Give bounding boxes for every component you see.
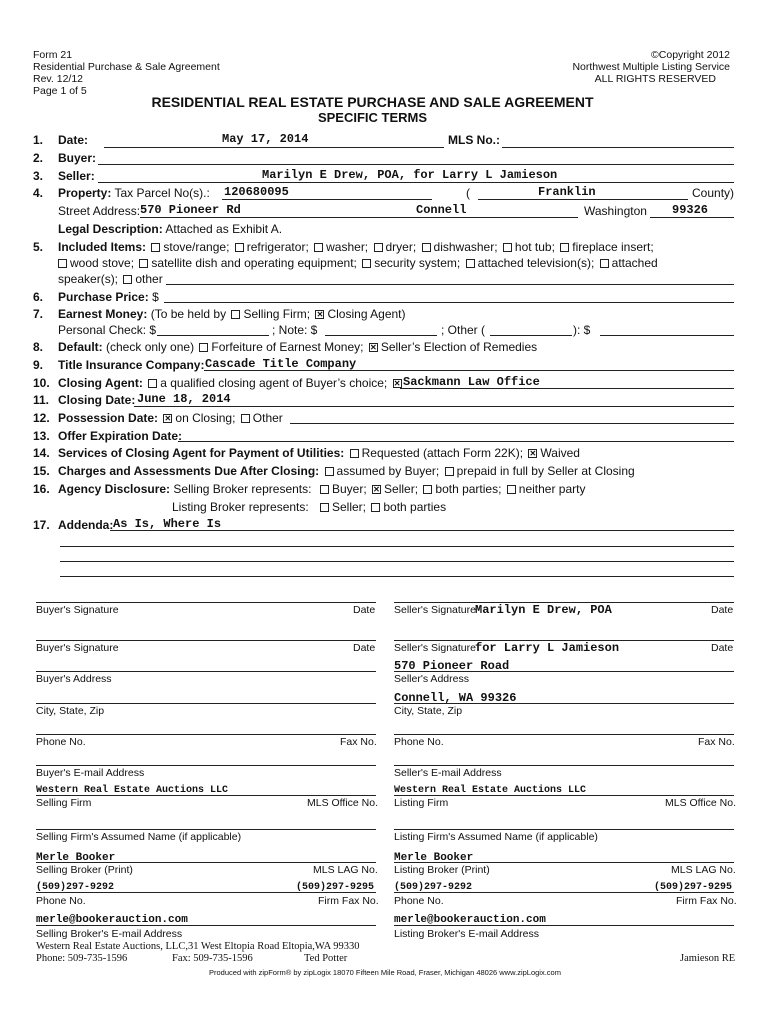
legal-description: Legal Description: Attached as Exhibit A. bbox=[58, 222, 283, 236]
footer-document-name: Jamieson RE bbox=[680, 953, 736, 964]
selling-firm-value[interactable]: Western Real Estate Auctions LLC bbox=[36, 785, 229, 796]
tax-parcel-value[interactable]: 120680095 bbox=[224, 185, 289, 199]
seller-city-label: City, State, Zip bbox=[394, 705, 463, 717]
purchase-price-line[interactable] bbox=[164, 302, 734, 303]
listing-phone-value[interactable]: (509)297-9292 bbox=[394, 882, 473, 893]
county-label: County) bbox=[692, 186, 735, 200]
listing-broker-rep-label: Listing Broker represents: bbox=[172, 500, 309, 514]
buyer-sig-line-1[interactable] bbox=[36, 602, 376, 603]
term-purchase-price: 6. Purchase Price: $ bbox=[33, 290, 159, 304]
listing-assumed-label: Listing Firm's Assumed Name (if applicable) bbox=[394, 831, 598, 843]
date-value[interactable]: May 17, 2014 bbox=[222, 132, 309, 146]
security-system-checkbox[interactable] bbox=[362, 259, 371, 268]
selling-broker-line[interactable] bbox=[36, 862, 376, 863]
dishwasher-checkbox[interactable] bbox=[422, 243, 431, 252]
closing-date-value[interactable]: June 18, 2014 bbox=[137, 392, 231, 406]
listing-fax-value[interactable]: (509)297-9295 bbox=[654, 882, 733, 893]
term-offer-expiration: 13. Offer Expiration Date: bbox=[33, 429, 183, 443]
listing-seller-checkbox[interactable] bbox=[320, 503, 329, 512]
buyer-city-line[interactable] bbox=[36, 703, 376, 704]
buyer-fax-label: Fax No. bbox=[340, 736, 377, 748]
copyright: ©Copyright 2012 bbox=[651, 49, 730, 61]
listing-firm-fax-label: Firm Fax No. bbox=[676, 895, 737, 907]
listing-assumed-line[interactable] bbox=[394, 829, 734, 830]
org-name: Northwest Multiple Listing Service bbox=[572, 61, 730, 73]
term-seller: 3. Seller: bbox=[33, 169, 95, 183]
other-items-line[interactable] bbox=[166, 284, 734, 285]
selling-mls-office-label: MLS Office No. bbox=[307, 797, 378, 809]
other-end: ): $ bbox=[573, 323, 591, 337]
buyer-date-label-2: Date bbox=[353, 642, 376, 654]
mls-label: MLS No.: bbox=[448, 133, 500, 147]
seller-phone-label: Phone No. bbox=[394, 736, 444, 748]
selling-assumed-line[interactable] bbox=[36, 829, 376, 830]
state-label: Washington bbox=[584, 204, 647, 218]
seller-email-line[interactable] bbox=[394, 765, 734, 766]
addenda-line-2[interactable] bbox=[60, 546, 734, 547]
selling-phone-label: Phone No. bbox=[36, 895, 86, 907]
listing-broker-options: Seller; both parties bbox=[318, 500, 446, 514]
street-line[interactable] bbox=[140, 217, 578, 218]
buyer-signature-label-2: Buyer's Signature bbox=[36, 642, 119, 654]
mls-field-line[interactable] bbox=[502, 147, 734, 148]
term-default: 8. Default: (check only one) Forfeiture of Earnest Money; ✕ Seller’s Election of Remedies bbox=[33, 340, 537, 354]
listing-phone-label: Phone No. bbox=[394, 895, 444, 907]
selling-firm-line[interactable] bbox=[36, 795, 376, 796]
seller-address-line[interactable] bbox=[394, 671, 734, 672]
other-label: ; Other ( bbox=[441, 323, 486, 337]
seller-signature-value-1[interactable]: Marilyn E Drew, POA bbox=[475, 603, 612, 617]
selling-phone-value[interactable]: (509)297-9292 bbox=[36, 882, 115, 893]
term-addenda: 17. Addenda: bbox=[33, 518, 114, 532]
form-header-right bbox=[572, 49, 730, 85]
date-field-line[interactable] bbox=[104, 147, 444, 148]
seller-field-line[interactable] bbox=[98, 182, 734, 183]
attached-tv-checkbox[interactable] bbox=[466, 259, 475, 268]
listing-firm-label: Listing Firm bbox=[394, 797, 449, 809]
city-value[interactable]: Connell bbox=[416, 203, 467, 217]
term-agency-disclosure: 16. Agency Disclosure: Selling Broker represents: bbox=[33, 482, 312, 496]
seller-email-label: Seller's E-mail Address bbox=[394, 767, 502, 779]
form-header-left bbox=[33, 49, 220, 97]
buyer-date-label-1: Date bbox=[353, 604, 376, 616]
listing-mls-lag-label: MLS LAG No. bbox=[671, 864, 736, 876]
addenda-line-4[interactable] bbox=[60, 576, 734, 577]
footer-firm-line: Western Real Estate Auctions, LLC,31 West Eltopia Road Eltopia,WA 99330 bbox=[36, 941, 360, 952]
listing-broker-label: Listing Broker (Print) bbox=[394, 864, 490, 876]
assumed-by-buyer-checkbox[interactable] bbox=[325, 467, 334, 476]
personal-check-line[interactable] bbox=[157, 335, 269, 336]
other-amount-line[interactable] bbox=[600, 335, 734, 336]
listing-email-label: Listing Broker's E-mail Address bbox=[394, 928, 539, 940]
county-line[interactable] bbox=[478, 199, 688, 200]
listing-phone-line[interactable] bbox=[394, 892, 734, 893]
addenda-line-1[interactable] bbox=[110, 530, 734, 531]
seller-signature-label-1: Seller's Signature bbox=[394, 604, 476, 616]
seller-value[interactable]: Marilyn E Drew, POA, for Larry L Jamieson bbox=[262, 168, 558, 182]
selling-fax-value[interactable]: (509)297-9295 bbox=[296, 882, 375, 893]
agency-seller-checkbox[interactable] bbox=[372, 485, 381, 494]
street-value[interactable]: 570 Pioneer Rd bbox=[140, 203, 241, 217]
stove-checkbox[interactable] bbox=[151, 243, 160, 252]
selling-assumed-label: Selling Firm's Assumed Name (if applicable) bbox=[36, 831, 242, 843]
note-line[interactable] bbox=[325, 335, 437, 336]
listing-email-line[interactable] bbox=[394, 925, 734, 926]
listing-both-checkbox[interactable] bbox=[371, 503, 380, 512]
possession-other-line[interactable] bbox=[290, 423, 734, 424]
seller-signature-label-2: Seller's Signature bbox=[394, 642, 476, 654]
selling-broker-label: Selling Broker (Print) bbox=[36, 864, 133, 876]
attached-speakers-checkbox[interactable] bbox=[600, 259, 609, 268]
buyer-email-label: Buyer's E-mail Address bbox=[36, 767, 145, 779]
buyer-city-label: City, State, Zip bbox=[36, 705, 105, 717]
term-possession-date: 12. Possession Date: ✕ on Closing; Other bbox=[33, 411, 283, 425]
seller-city-value[interactable]: Connell, WA 99326 bbox=[394, 691, 517, 705]
listing-mls-office-label: MLS Office No. bbox=[665, 797, 736, 809]
buyer-sig-line-2[interactable] bbox=[36, 640, 376, 641]
listing-email-value[interactable]: merle@bookerauction.com bbox=[394, 914, 546, 926]
refrigerator-checkbox[interactable] bbox=[235, 243, 244, 252]
buyer-email-line[interactable] bbox=[36, 765, 376, 766]
page-subtitle: SPECIFIC TERMS bbox=[317, 110, 428, 125]
addenda-value[interactable]: As Is, Where Is bbox=[113, 517, 222, 531]
title-company-line[interactable] bbox=[204, 370, 734, 371]
title-company-value[interactable]: Cascade Title Company bbox=[205, 357, 357, 371]
other-items-checkbox[interactable] bbox=[123, 275, 132, 284]
street-label: Street Address: bbox=[58, 204, 141, 218]
selling-broker-value[interactable]: Merle Booker bbox=[36, 852, 116, 864]
closing-agent-checkbox[interactable] bbox=[315, 310, 324, 319]
rights: ALL RIGHTS RESERVED bbox=[594, 73, 716, 85]
term-title-insurance: 9. Title Insurance Company: bbox=[33, 358, 205, 372]
listing-firm-value[interactable]: Western Real Estate Auctions LLC bbox=[394, 785, 587, 796]
fireplace-insert-checkbox[interactable] bbox=[560, 243, 569, 252]
buyer-field-line[interactable] bbox=[98, 164, 734, 165]
term-buyer: 2. Buyer: bbox=[33, 151, 97, 165]
term-utilities: 14. Services of Closing Agent for Payment of Utilities: Requested (attach Form 22K); ✕ Waived bbox=[33, 446, 580, 460]
buyer-phone-line[interactable] bbox=[36, 734, 376, 735]
agency-both-checkbox[interactable] bbox=[423, 485, 432, 494]
remedies-checkbox[interactable] bbox=[369, 343, 378, 352]
closing-agent-line[interactable] bbox=[400, 388, 734, 389]
offer-expiration-line[interactable] bbox=[178, 441, 734, 442]
selling-phone-line[interactable] bbox=[36, 892, 376, 893]
earnest-amounts: Personal Check: $ bbox=[58, 323, 157, 337]
footer-produced-with: Produced with zipForm® by zipLogix 18070 Fifteen Mile Road, Fraser, Michigan 48026 www.zipLogix.com bbox=[209, 968, 561, 977]
dryer-checkbox[interactable] bbox=[374, 243, 383, 252]
washer-checkbox[interactable] bbox=[314, 243, 323, 252]
forfeiture-checkbox[interactable] bbox=[199, 343, 208, 352]
selling-email-label: Selling Broker's E-mail Address bbox=[36, 928, 183, 940]
utilities-waived-checkbox[interactable] bbox=[528, 449, 537, 458]
agency-buyer-checkbox[interactable] bbox=[320, 485, 329, 494]
listing-firm-line[interactable] bbox=[394, 795, 734, 796]
footer-phone: Phone: 509-735-1596 bbox=[36, 953, 128, 964]
term-closing-date: 11. Closing Date: bbox=[33, 393, 136, 407]
listing-broker-line[interactable] bbox=[394, 862, 734, 863]
possession-other-checkbox[interactable] bbox=[241, 414, 250, 423]
wood-stove-checkbox[interactable] bbox=[58, 259, 67, 268]
closing-date-line[interactable] bbox=[134, 406, 734, 407]
buyer-address-line[interactable] bbox=[36, 671, 376, 672]
zip-value[interactable]: 99326 bbox=[672, 203, 709, 217]
included-items-line2: wood stove; satellite dish and operating equipment; security system; attached television(s); attached bbox=[56, 256, 658, 270]
term-charges: 15. Charges and Assessments Due After Closing: assumed by Buyer; prepaid in full by Seller at Closing bbox=[33, 464, 635, 478]
zip-line[interactable] bbox=[650, 217, 734, 218]
seller-fax-label: Fax No. bbox=[698, 736, 735, 748]
seller-signature-value-2[interactable]: for Larry L Jamieson bbox=[475, 641, 620, 655]
prepaid-by-seller-checkbox[interactable] bbox=[445, 467, 454, 476]
selling-firm-label: Selling Firm bbox=[36, 797, 92, 809]
county-open-paren: ( bbox=[466, 186, 470, 200]
selling-email-value[interactable]: merle@bookerauction.com bbox=[36, 914, 188, 926]
utilities-requested-checkbox[interactable] bbox=[350, 449, 359, 458]
seller-date-label-1: Date bbox=[711, 604, 734, 616]
footer-agent: Ted Potter bbox=[304, 953, 348, 964]
note-label: ; Note: $ bbox=[272, 323, 318, 337]
buyer-choice-agent-checkbox[interactable] bbox=[148, 379, 157, 388]
listing-broker-value[interactable]: Merle Booker bbox=[394, 852, 474, 864]
satellite-dish-checkbox[interactable] bbox=[139, 259, 148, 268]
seller-phone-line[interactable] bbox=[394, 734, 734, 735]
buyer-phone-label: Phone No. bbox=[36, 736, 86, 748]
included-items-line3: speaker(s); other bbox=[58, 272, 163, 286]
form-name: Residential Purchase & Sale Agreement bbox=[33, 61, 220, 73]
footer-fax: Fax: 509-735-1596 bbox=[172, 953, 253, 964]
seller-address-value[interactable]: 570 Pioneer Road bbox=[394, 659, 510, 673]
agency-neither-checkbox[interactable] bbox=[507, 485, 516, 494]
hot-tub-checkbox[interactable] bbox=[503, 243, 512, 252]
term-property: 4. Property: Tax Parcel No(s).: bbox=[33, 186, 210, 200]
form-revision: Rev. 12/12 bbox=[33, 73, 84, 85]
page-title: RESIDENTIAL REAL ESTATE PURCHASE AND SALE AGREEMENT bbox=[151, 94, 594, 110]
named-agent-checkbox[interactable] bbox=[393, 379, 402, 388]
term-included-items: 5. Included Items: stove/range; refrigerator; washer; dryer; dishwasher; hot tub; fireplace insert; bbox=[33, 240, 654, 254]
buyer-address-label: Buyer's Address bbox=[36, 673, 112, 685]
selling-firm-fax-label: Firm Fax No. bbox=[318, 895, 379, 907]
selling-firm-checkbox[interactable] bbox=[231, 310, 240, 319]
term-earnest-money: 7. Earnest Money: (To be held by Selling Firm; ✕ Closing Agent) bbox=[33, 307, 406, 321]
on-closing-checkbox[interactable] bbox=[163, 414, 172, 423]
form-number: Form 21 bbox=[33, 49, 73, 61]
seller-date-label-2: Date bbox=[711, 642, 734, 654]
other-line[interactable] bbox=[490, 335, 572, 336]
selling-mls-lag-label: MLS LAG No. bbox=[313, 864, 378, 876]
term-closing-agent: 10. Closing Agent: a qualified closing agent of Buyer’s choice; ✕ bbox=[33, 376, 405, 390]
selling-broker-options: Buyer; ✕ Seller; both parties; neither party bbox=[318, 482, 585, 496]
seller-address-label: Seller's Address bbox=[394, 673, 469, 685]
page-number: Page 1 of 5 bbox=[33, 85, 87, 97]
term-date: 1. Date: bbox=[33, 133, 89, 147]
county-value[interactable]: Franklin bbox=[538, 185, 596, 199]
buyer-signature-label-1: Buyer's Signature bbox=[36, 604, 119, 616]
addenda-line-3[interactable] bbox=[60, 561, 734, 562]
tax-parcel-line[interactable] bbox=[222, 199, 432, 200]
closing-agent-value[interactable]: Sackmann Law Office bbox=[403, 375, 540, 389]
selling-email-line[interactable] bbox=[36, 925, 376, 926]
seller-city-line[interactable] bbox=[394, 703, 734, 704]
